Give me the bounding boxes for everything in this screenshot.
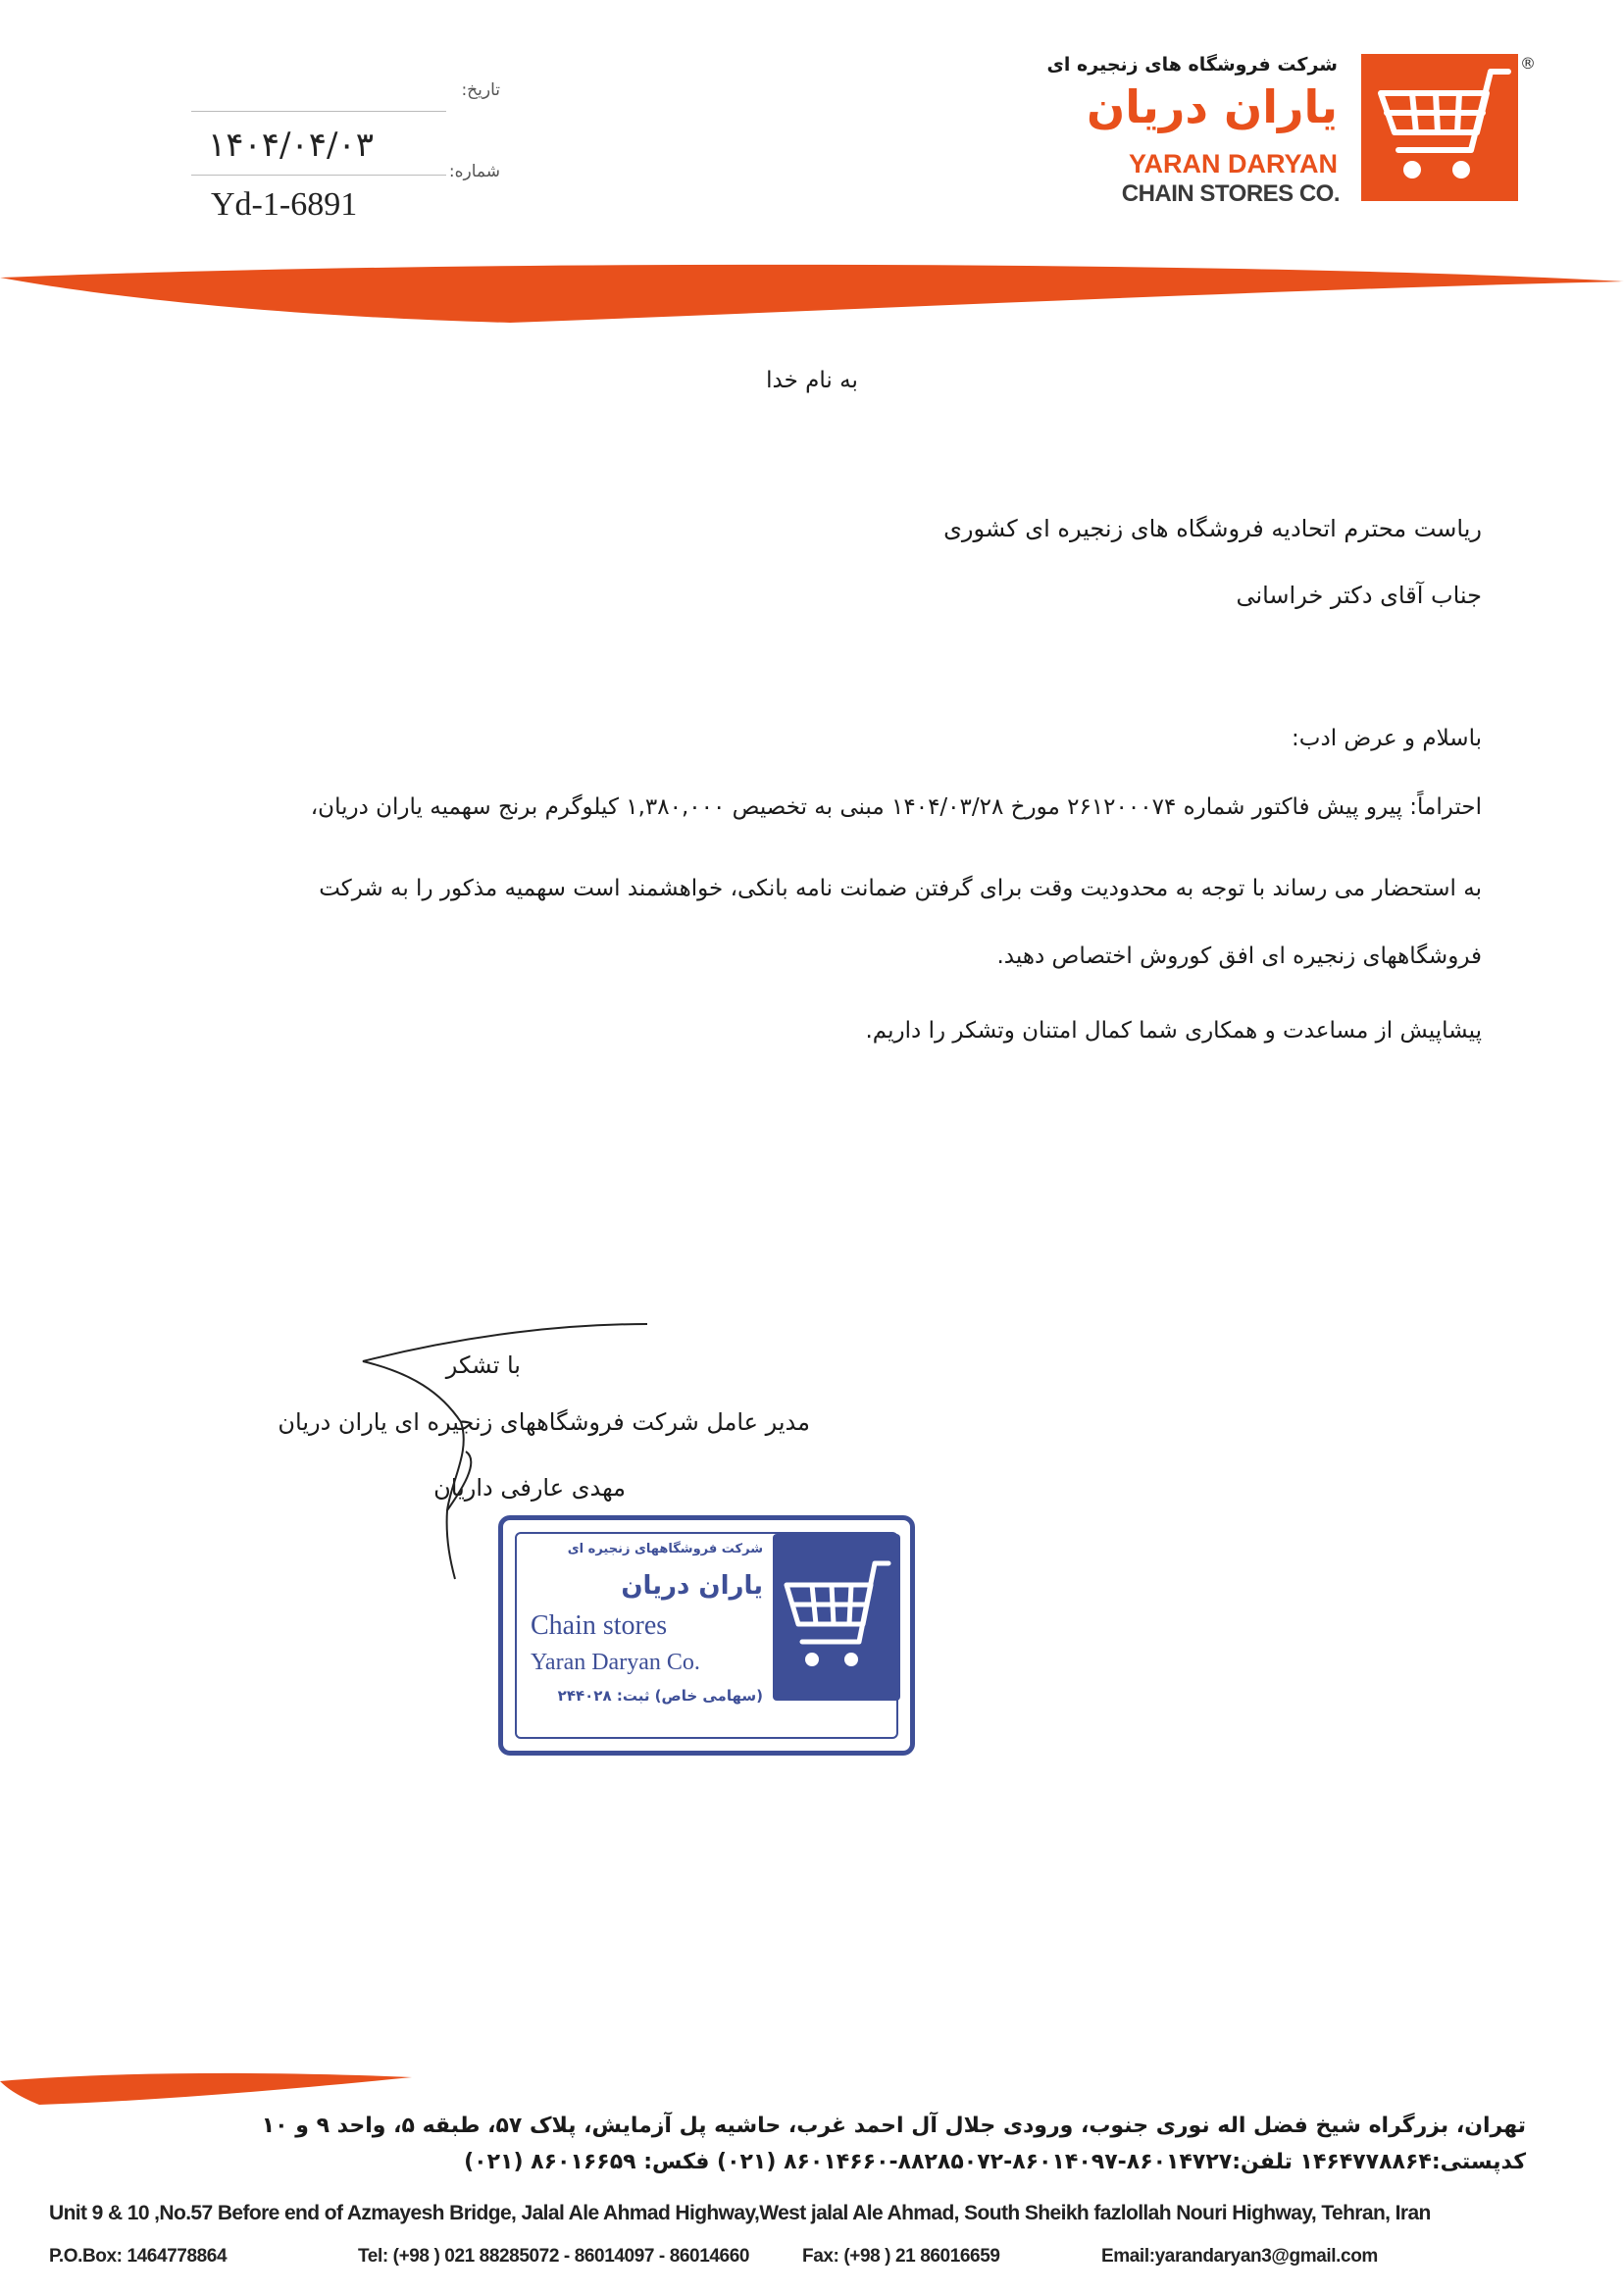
company-subtitle-en: CHAIN STORES CO. [1121,180,1340,207]
footer-telephone: Tel: (+98 ) 021 88285072 - 86014097 - 86014660 [358,2246,750,2267]
letter-number: Yd-1-6891 [211,186,358,223]
greeting: باسلام و عرض ادب: [1292,726,1482,751]
footer-swoosh [0,2067,412,2107]
footer-fax: Fax: (+98 ) 21 86016659 [802,2246,1000,2267]
stamp-cart-icon [773,1534,900,1701]
stamp-registration: (سهامی خاص) ثبت: ۲۴۴۰۲۸ [557,1687,763,1705]
footer-pobox: P.O.Box: 1464778864 [49,2246,228,2267]
paragraph-3: فروشگاههای زنجیره ای افق کوروش اختصاص دهید. [996,943,1482,969]
footer-address-fa: تهران، بزرگراه شیخ فضل اله نوری جنوب، ورودی جلال آل احمد غرب، حاشیه پل آزمایش، پلاک ۵۷، طبقه ۵، واحد ۹ و ۱۰ [261,2114,1526,2138]
paragraph-1: احتراماً: پیرو پیش فاکتور شماره ۲۶۱۲۰۰۰۷۴ مورخ ۱۴۰۴/۰۳/۲۸ مبنی به تخصیص ۱,۳۸۰,۰۰۰ کیلوگرم برنج سهمیه یاران دریان، [310,794,1482,820]
header-swoosh [0,260,1624,329]
paragraph-2: به استحضار می رساند با توجه به محدودیت وقت برای گرفتن ضمانت نامه بانکی، خواهشمند است سهمیه مذکور را به شرکت [319,876,1482,901]
recipient-line-2: جناب آقای دکتر خراسانی [1236,582,1482,609]
footer-email[interactable]: Email:yarandaryan3@gmail.com [1101,2246,1378,2267]
footer-contact-fa: کدپستی:۱۴۶۴۷۷۸۸۶۴ تلفن:۸۶۰۱۴۷۲۷-۸۶۰۱۴۰۹۷-۸۸۲۸۵۰۷۲-۸۶۰۱۴۶۶۰ (۰۲۱) فکس: ۸۶۰۱۶۶۵۹ (۰۲۱) [464,2150,1526,2174]
date-label: تاریخ: [461,80,500,100]
shopping-cart-icon [1361,54,1518,201]
registered-mark: ® [1520,54,1536,73]
stamp-text-en-1: Chain stores [531,1610,668,1641]
basmala: به نام خدا [766,368,858,393]
signature-thanks: با تشکر [445,1351,521,1379]
signature-name: مهدی عارفی داریان [433,1474,626,1502]
stamp-company-subtitle: شرکت فروشگاههای زنجیره ای [567,1542,763,1556]
paragraph-4: پیشاپیش از مساعدت و همکاری شما کمال امتنان وتشکر را داریم. [865,1018,1482,1044]
stamp-text-en-2: Yaran Daryan Co. [531,1650,700,1675]
recipient-line-1: ریاست محترم اتحادیه فروشگاه های زنجیره ای کشوری [943,515,1482,542]
company-name-en: YARAN DARYAN [1128,149,1338,178]
stamp-company-name-fa: یاران دریان [621,1571,763,1601]
footer-address-en: Unit 9 & 10 ,No.57 Before end of Azmayesh Bridge, Jalal Ale Ahmad Highway,West jalal Ale Ahmad, South Sheikh fazlollah Nouri Highway, Tehran, Iran [49,2202,1431,2224]
stamp-logo [773,1534,900,1701]
number-label: شماره: [448,162,500,181]
company-logo [1361,54,1518,201]
date-value: ۱۴۰۴/۰۴/۰۳ [208,126,375,165]
number-divider [191,175,446,176]
date-divider [191,111,446,112]
company-name-fa: یاران دریان [1087,80,1338,133]
company-subtitle-fa: شرکت فروشگاه های زنجیره ای [1046,54,1338,76]
company-stamp [498,1515,915,1756]
signature-title: مدیر عامل شرکت فروشگاههای زنجیره ای یاران دریان [278,1408,810,1436]
